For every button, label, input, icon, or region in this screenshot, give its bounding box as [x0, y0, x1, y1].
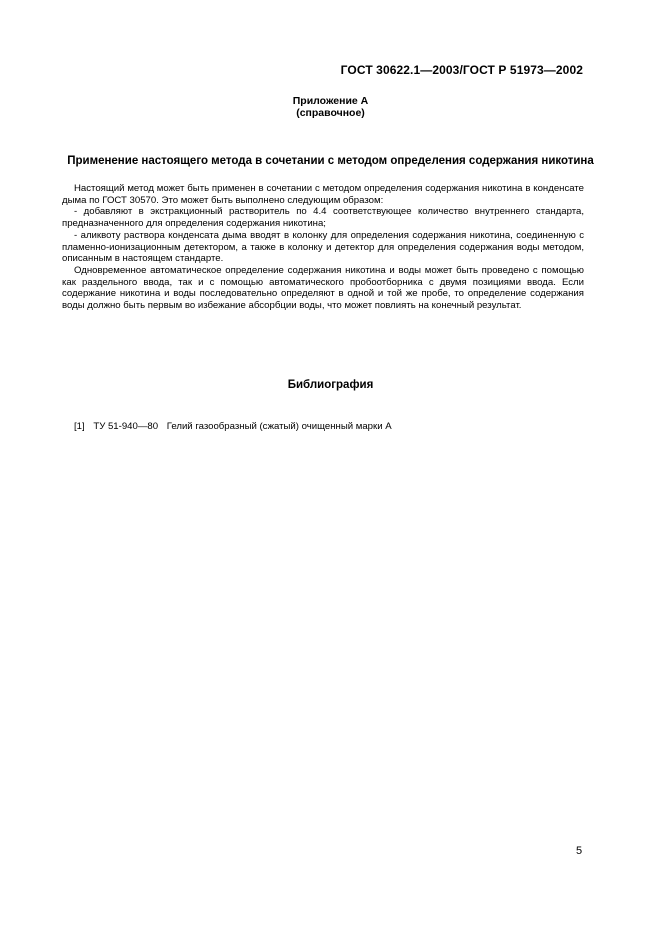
bibliography-ref: [1]: [74, 421, 85, 432]
bibliography-title: Библиография: [287, 379, 374, 391]
paragraph-intro: Настоящий метод может быть применен в сочетании с методом определения содержания никотина в конденсате дыма по ГОСТ 30570. Это может быть выполнено следующим образом:: [62, 183, 584, 206]
bibliography-entry: [74, 421, 398, 432]
paragraph-step-1: - добавляют в экстракционный растворитель по 4.4 соответствующее количество внутреннего стандарта, предназначенного для определения содержания никотина;: [62, 206, 584, 230]
section-title: Применение настоящего метода в сочетании с методом определения содержания никотина: [67, 155, 594, 167]
appendix-heading: [0, 95, 661, 119]
paragraph-simultaneous: Одновременное автоматическое определение содержания никотина и воды может быть проведено с помощью как раздельного ввода, так и с помощью автоматического пробоотборника с двумя позициями ввода. Если содержание никотина и воды последовательно определяют в одной и той же пробе, то определение содержания воды должно быть первым во избежание абсорбции воды, что может повлиять на конечный результат.: [62, 264, 584, 312]
paragraph-step-2: - аликвоту раствора конденсата дыма вводят в колонку для определения содержания никотина, соединенную с пламенно-ионизационным детектором, а также в колонку и детектор для определения содержания воды методом, описанным в настоящем стандарте.: [62, 229, 584, 265]
bibliography-code: ТУ 51-940—80: [93, 421, 159, 432]
page-number: 5: [576, 845, 583, 857]
document-header: ГОСТ 30622.1—2003/ГОСТ Р 51973—2002: [340, 63, 583, 77]
bibliography-text: Гелий газообразный (сжатый) очищенный марки А: [166, 421, 392, 432]
appendix-subtitle: (справочное): [296, 107, 365, 119]
body-text: [62, 183, 584, 312]
appendix-title: Приложение А: [292, 95, 369, 107]
